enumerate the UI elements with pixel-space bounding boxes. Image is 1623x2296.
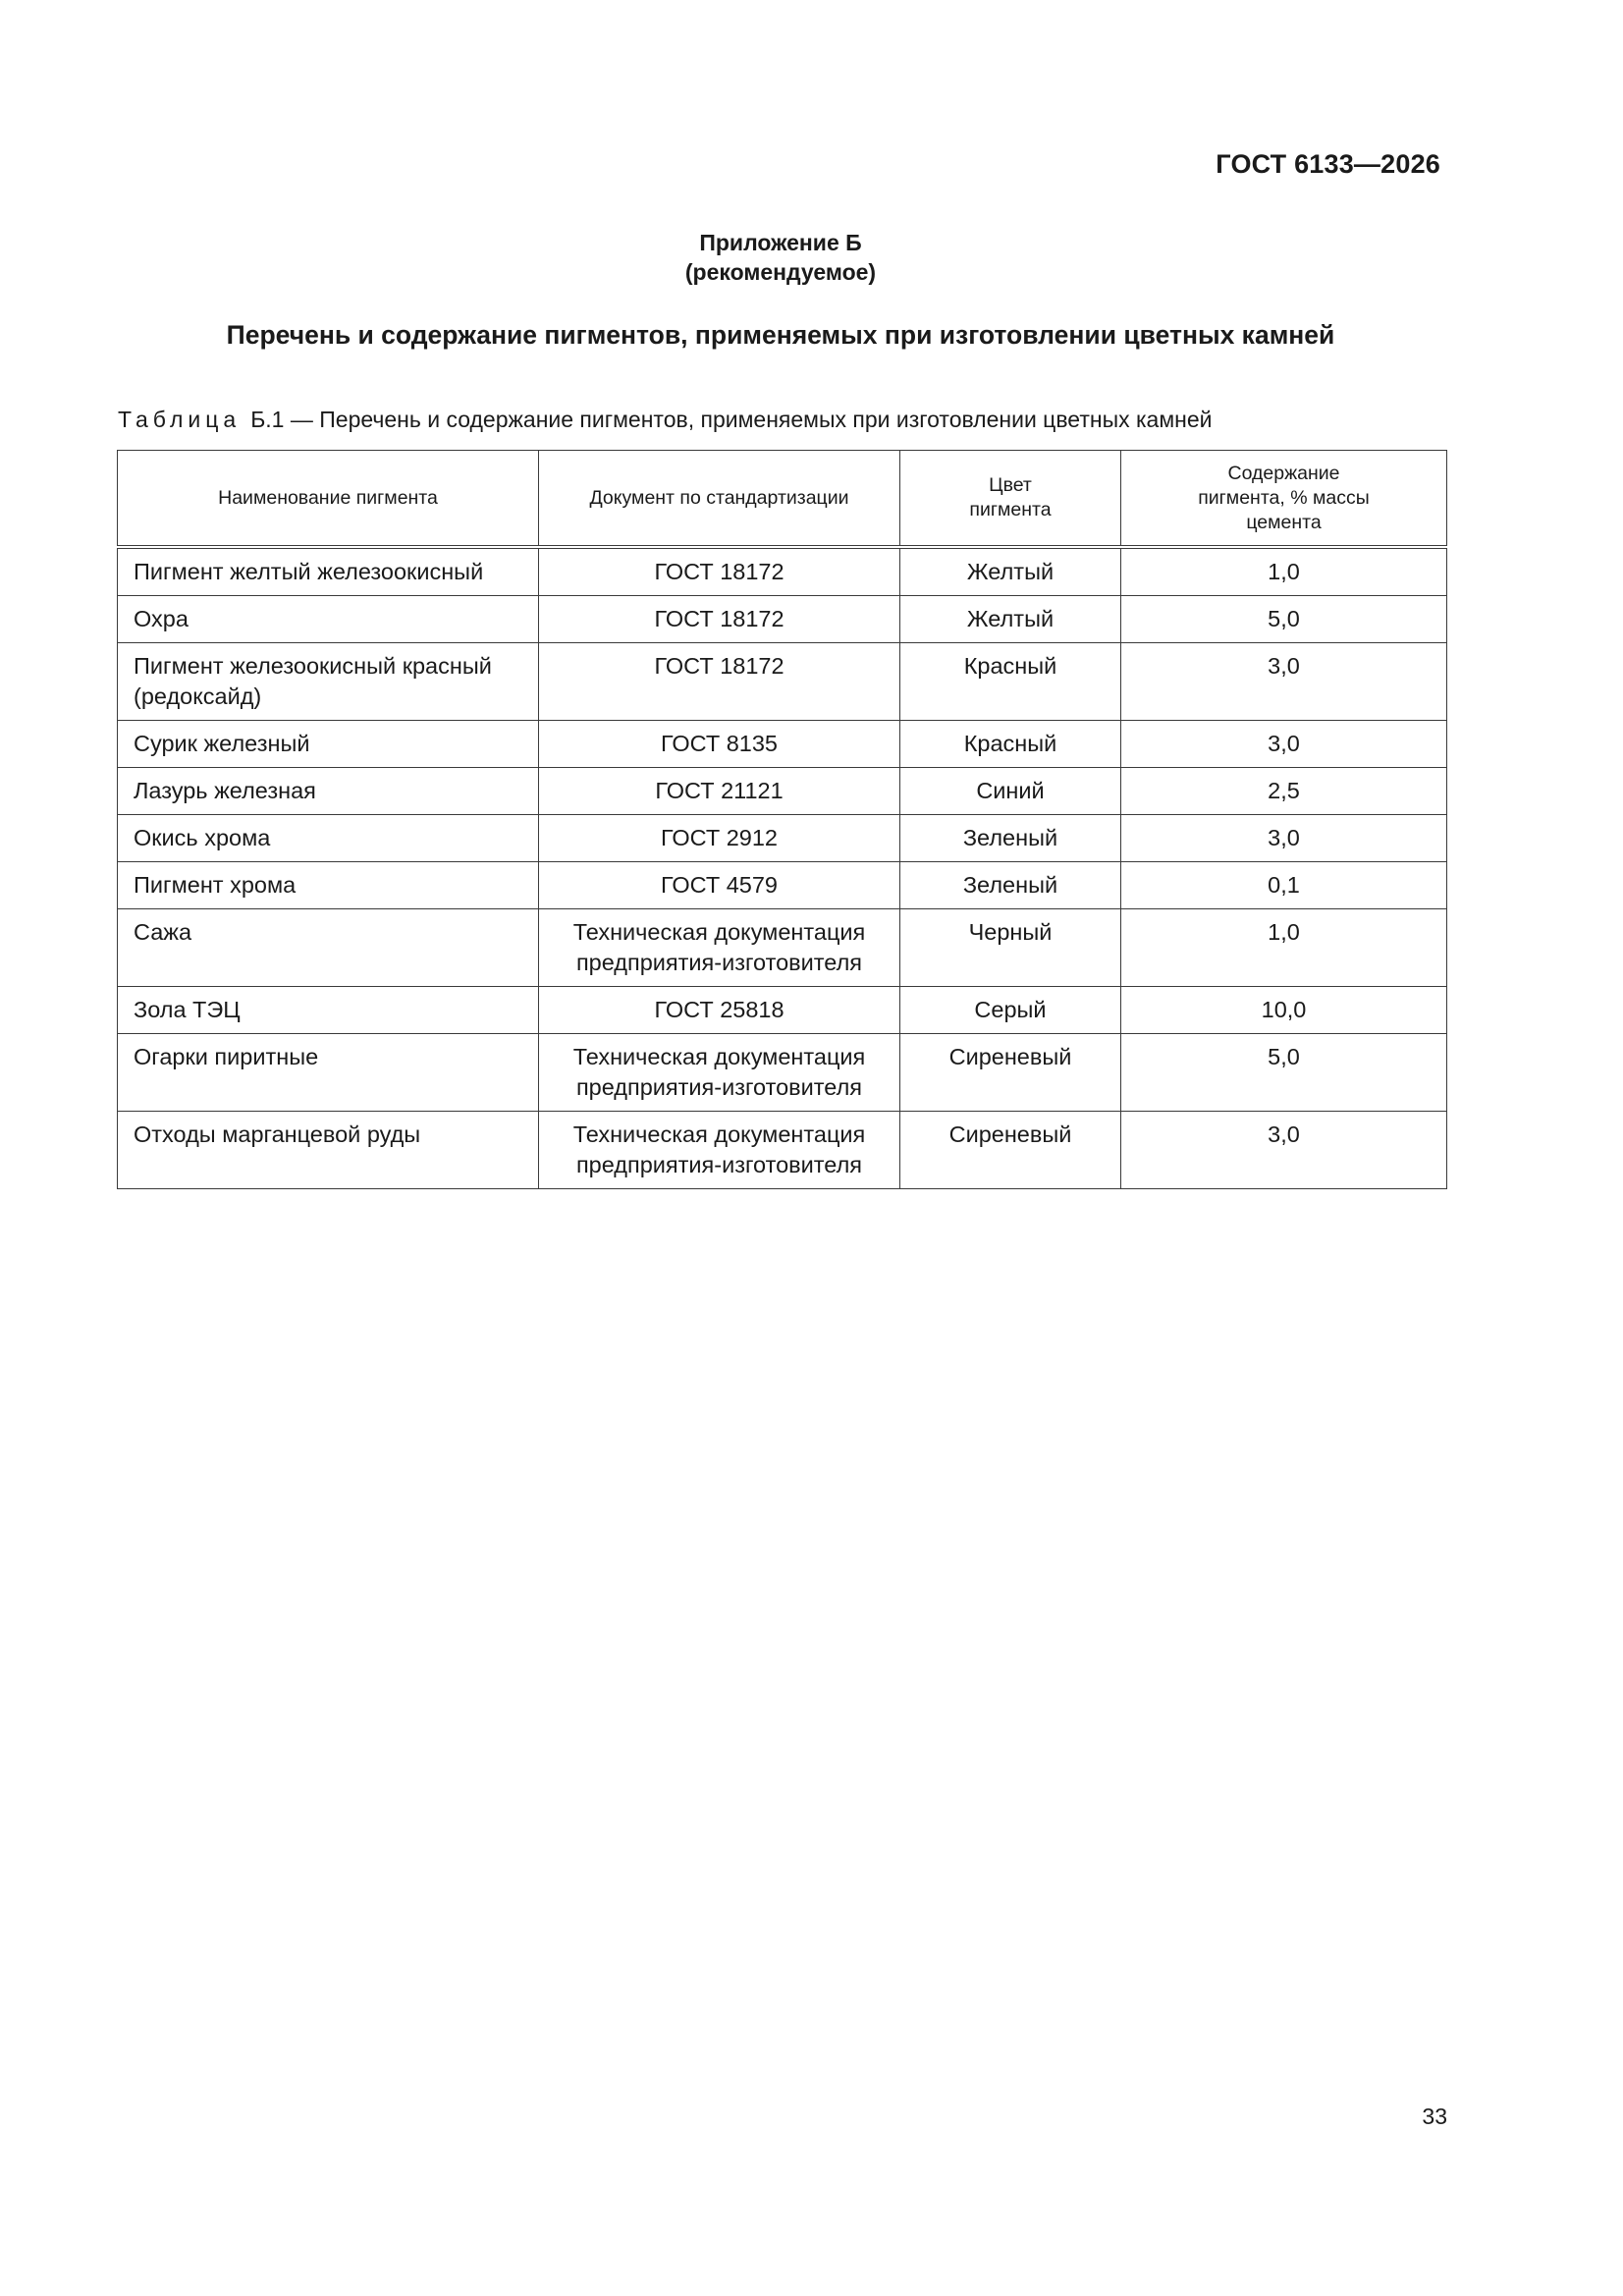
- page-number: 33: [1422, 2104, 1447, 2129]
- cell-pigment-content: 1,0: [1121, 547, 1447, 596]
- cell-pigment-color: Зеленый: [900, 815, 1121, 862]
- column-header-pigment-color: Цвет пигмента: [900, 451, 1121, 548]
- cell-pigment-color: Черный: [900, 909, 1121, 987]
- cell-pigment-content: 2,5: [1121, 768, 1447, 815]
- table-row: [118, 547, 1447, 596]
- cell-standard-document: Техническая документация предприятия-изготовителя: [539, 1112, 900, 1189]
- cell-pigment-color: Желтый: [900, 596, 1121, 643]
- section-title: Перечень и содержание пигментов, применяемых при изготовлении цветных камней: [226, 320, 1335, 350]
- cell-pigment-name: Охра: [118, 596, 539, 643]
- cell-standard-document: ГОСТ 8135: [539, 721, 900, 768]
- cell-pigment-content: 5,0: [1121, 1034, 1447, 1112]
- table-caption-prefix: Таблица: [118, 407, 242, 432]
- table-caption-text: Б.1 — Перечень и содержание пигментов, применяемых при изготовлении цветных камней: [250, 407, 1213, 432]
- cell-standard-document: ГОСТ 4579: [539, 862, 900, 909]
- cell-pigment-name: Зола ТЭЦ: [118, 987, 539, 1034]
- table-row: [118, 768, 1447, 815]
- cell-pigment-name: Сажа: [118, 909, 539, 987]
- table-row: [118, 815, 1447, 862]
- cell-pigment-content: 0,1: [1121, 862, 1447, 909]
- cell-pigment-color: Сиреневый: [900, 1034, 1121, 1112]
- table-header-row: [118, 451, 1447, 548]
- cell-standard-document: ГОСТ 18172: [539, 596, 900, 643]
- cell-pigment-name: Пигмент желтый железоокисный: [118, 547, 539, 596]
- cell-pigment-color: Зеленый: [900, 862, 1121, 909]
- cell-pigment-name: Лазурь железная: [118, 768, 539, 815]
- table-row: [118, 862, 1447, 909]
- column-header-standard-document: Документ по стандартизации: [539, 451, 900, 548]
- cell-pigment-name: Пигмент железоокисный красный (редоксайд): [118, 643, 539, 721]
- cell-pigment-name: Огарки пиритные: [118, 1034, 539, 1112]
- cell-pigment-content: 5,0: [1121, 596, 1447, 643]
- cell-pigment-name: Пигмент хрома: [118, 862, 539, 909]
- cell-standard-document: ГОСТ 18172: [539, 643, 900, 721]
- table-row: [118, 1034, 1447, 1112]
- table-caption: [118, 407, 1213, 433]
- document-code: ГОСТ 6133—2026: [1216, 149, 1440, 179]
- cell-pigment-content: 3,0: [1121, 815, 1447, 862]
- cell-standard-document: ГОСТ 25818: [539, 987, 900, 1034]
- column-header-pigment-content: Содержание пигмента, % массы цемента: [1121, 451, 1447, 548]
- column-header-pigment-name: Наименование пигмента: [118, 451, 539, 548]
- table-row: [118, 596, 1447, 643]
- table-row: [118, 909, 1447, 987]
- cell-pigment-content: 3,0: [1121, 643, 1447, 721]
- cell-standard-document: ГОСТ 18172: [539, 547, 900, 596]
- appendix-title: Приложение Б: [699, 230, 862, 255]
- table-body: [118, 547, 1447, 1189]
- appendix-status: (рекомендуемое): [684, 259, 877, 285]
- table-row: [118, 721, 1447, 768]
- cell-pigment-color: Желтый: [900, 547, 1121, 596]
- cell-standard-document: Техническая документация предприятия-изготовителя: [539, 1034, 900, 1112]
- pigments-table: [117, 450, 1447, 1189]
- cell-pigment-content: 1,0: [1121, 909, 1447, 987]
- cell-standard-document: ГОСТ 21121: [539, 768, 900, 815]
- cell-pigment-name: Сурик железный: [118, 721, 539, 768]
- cell-standard-document: ГОСТ 2912: [539, 815, 900, 862]
- cell-pigment-content: 3,0: [1121, 1112, 1447, 1189]
- cell-pigment-color: Серый: [900, 987, 1121, 1034]
- cell-standard-document: Техническая документация предприятия-изготовителя: [539, 909, 900, 987]
- table-row: [118, 1112, 1447, 1189]
- table-row: [118, 643, 1447, 721]
- table-row: [118, 987, 1447, 1034]
- cell-pigment-content: 10,0: [1121, 987, 1447, 1034]
- cell-pigment-name: Окись хрома: [118, 815, 539, 862]
- cell-pigment-color: Красный: [900, 643, 1121, 721]
- cell-pigment-color: Красный: [900, 721, 1121, 768]
- cell-pigment-content: 3,0: [1121, 721, 1447, 768]
- cell-pigment-color: Синий: [900, 768, 1121, 815]
- cell-pigment-color: Сиреневый: [900, 1112, 1121, 1189]
- cell-pigment-name: Отходы марганцевой руды: [118, 1112, 539, 1189]
